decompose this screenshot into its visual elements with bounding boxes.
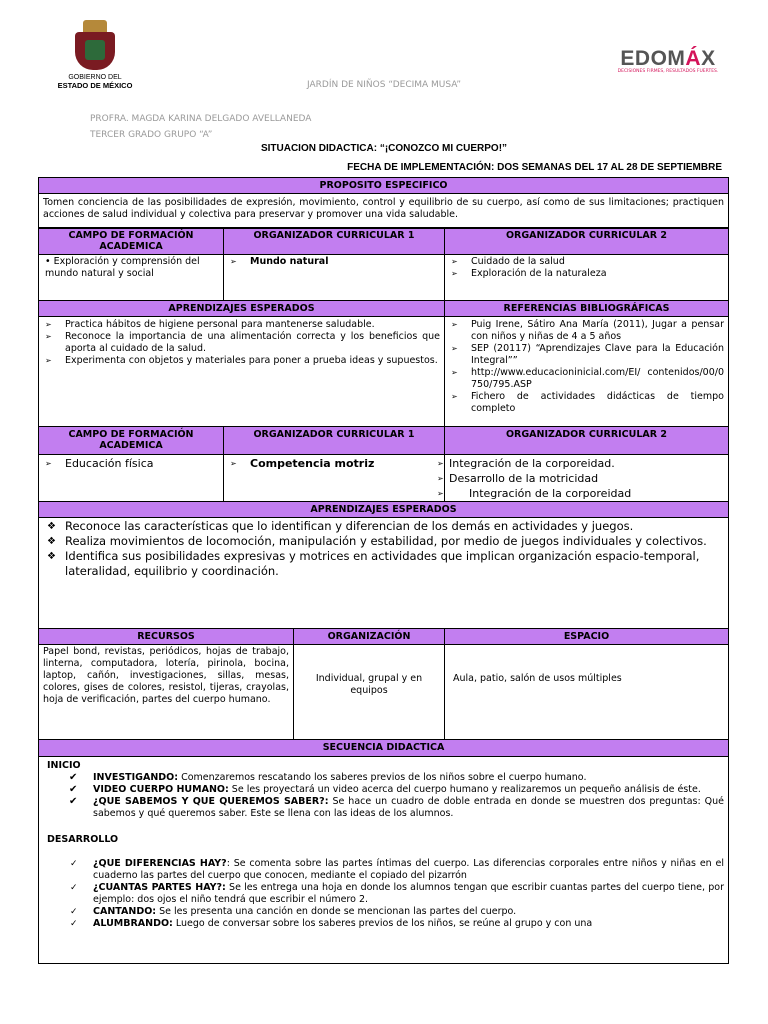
org1b-cell: ➢ Competencia motriz xyxy=(223,454,445,502)
list-item: ✓ ALUMBRANDO: Luego de conversar sobre los saberes previos de los niños, se reúne al grupo y con una xyxy=(43,918,724,930)
campo2-header: CAMPO DE FORMACIÓN ACADEMICA xyxy=(38,426,224,455)
bullet-icon: • xyxy=(45,256,54,267)
list-item: ✔ ¿QUE SABEMOS Y QUE QUEREMOS SABER?: Se hace un cuadro de doble entrada en donde se muestren dos preguntas: Qué sabemos y qué queremos saber. Este se llena con las ideas de los alumnos. xyxy=(43,796,724,820)
org2b-cell xyxy=(444,454,729,502)
list-item: ➢ Practica hábitos de higiene personal para mantenerse saludable. xyxy=(43,319,440,331)
list-item: ➢ Experimenta con objetos y materiales para poner a prueba ideas y supuestos. xyxy=(43,355,440,367)
list-item: ✔ VIDEO CUERPO HUMANO: Se les proyectará un video acerca del cuerpo humano y realizaremos un pequeño análisis de éste. xyxy=(43,784,724,796)
list-item: ➢ Integración de la corporeidad. xyxy=(435,456,724,471)
edomex-logo: EDOMÁX DECISIONES FIRMES, RESULTADOS FUERTES. xyxy=(617,47,719,74)
list-item: ➢ Fichero de actividades didácticas de tiempo completo xyxy=(449,391,724,415)
list-item: ❖ Reconoce las características que lo identifican y diferencian de los demás en actividades y juegos. xyxy=(43,519,724,534)
org2-cell xyxy=(444,254,729,301)
referencias-cell xyxy=(444,316,729,427)
campo-cell: • Exploración y comprensión del mundo natural y social xyxy=(38,254,224,301)
aprendizajes-cell xyxy=(38,316,445,427)
proposito-header: PROPOSITO ESPECIFICO xyxy=(38,177,729,194)
inicio-heading: INICIO xyxy=(47,760,81,771)
aprendizajes2-cell xyxy=(38,517,729,629)
list-item: ➢ Desarrollo de la motricidad xyxy=(435,471,724,486)
org2-header: ORGANIZADOR CURRICULAR 2 xyxy=(444,228,729,255)
aprendizajes2-header: APRENDIZAJES ESPERADOS xyxy=(38,501,729,518)
list-item: ✓ CANTANDO: Se les presenta una canción en donde se mencionan las partes del cuerpo. xyxy=(43,906,724,918)
list-item: ➢ http://www.educacioninicial.com/EI/ contenidos/00/0750/795.ASP xyxy=(449,367,724,391)
teacher-info: PROFRA. MAGDA KARINA DELGADO AVELLANEDA TERCER GRADO GRUPO “A” xyxy=(90,114,312,140)
list-item: ❖ Realiza movimientos de locomoción, manipulación y estabilidad, por medio de juegos individuales y colectivos. xyxy=(43,534,724,549)
org1b-header: ORGANIZADOR CURRICULAR 1 xyxy=(223,426,445,455)
implementation-dates: FECHA DE IMPLEMENTACIÓN: DOS SEMANAS DEL 17 AL 28 DE SEPTIEMBRE xyxy=(347,162,722,173)
list-item: ➢ Integración de la corporeidad xyxy=(435,486,724,501)
secuencia-header: SECUENCIA DIDACTICA xyxy=(38,739,729,757)
list-item: ➢ Puig Irene, Sátiro Ana María (2011), Jugar a pensar con niños y niñas de 4 a 5 años xyxy=(449,319,724,343)
list-item: ✓ ¿QUE DIFERENCIAS HAY?: Se comenta sobre las partes íntimas del cuerpo. Las diferencias corporales entre niños y niñas en el cuaderno las partes del cuerpo que conocen, mediante el copiado del pizarrón xyxy=(43,858,724,882)
campo2-cell: ➢ Educación física xyxy=(38,454,224,502)
secuencia-cell xyxy=(38,756,729,964)
recursos-header: RECURSOS xyxy=(38,628,294,645)
coat-of-arms-icon xyxy=(71,20,119,72)
gobierno-caption: GOBIERNO DEL ESTADO DE MÉXICO xyxy=(57,74,133,90)
espacio-cell: Aula, patio, salón de usos múltiples xyxy=(444,644,729,740)
referencias-header: REFERENCIAS BIBLIOGRÁFICAS xyxy=(444,300,729,317)
campo-header: CAMPO DE FORMACIÓN ACADEMICA xyxy=(38,228,224,255)
situation-title: SITUACION DIDACTICA: “¡CONOZCO MI CUERPO!” xyxy=(260,143,508,154)
org1-cell: ➢ Mundo natural xyxy=(223,254,445,301)
list-item: ✓ ¿CUANTAS PARTES HAY?: Se les entrega una hoja en donde los alumnos tengan que escribir cuantas partes del cuerpo tiene, por ejemplo: dos ojos el niño tendrá que escribir el número 2. xyxy=(43,882,724,906)
proposito-text: Tomen conciencia de las posibilidades de expresión, movimiento, control y equilibrio de su cuerpo, así como de sus limitaciones; practiquen acciones de salud individual y colectiva para preservar y promover una vida saludable. xyxy=(38,193,729,228)
list-item: ➢ SEP (20117) “Aprendizajes Clave para la Educación Integral”” xyxy=(449,343,724,367)
espacio-header: ESPACIO xyxy=(444,628,729,645)
list-item: ✔ INVESTIGANDO: Comenzaremos rescatando los saberes previos de los niños sobre el cuerpo humano. xyxy=(43,772,724,784)
organizacion-header: ORGANIZACIÓN xyxy=(293,628,445,645)
list-item: ➢ Reconoce la importancia de una alimentación correcta y los beneficios que aporta al cuidado de la salud. xyxy=(43,331,440,355)
aprendizajes-header: APRENDIZAJES ESPERADOS xyxy=(38,300,445,317)
list-item: ➢ Exploración de la naturaleza xyxy=(449,268,724,280)
list-item: ➢ Cuidado de la salud xyxy=(449,256,724,268)
list-item: ❖ Identifica sus posibilidades expresivas y motrices en actividades que implican organización espacio-temporal, lateralidad, equilibrio y coordinación. xyxy=(43,549,724,579)
org1-header: ORGANIZADOR CURRICULAR 1 xyxy=(223,228,445,255)
org2b-header: ORGANIZADOR CURRICULAR 2 xyxy=(444,426,729,455)
recursos-cell: Papel bond, revistas, periódicos, hojas de trabajo, linterna, computadora, lotería, pirinola, bocina, laptop, cañón, investigaciones, sillas, mesas, colores, gises de colores, resistol, tijeras, crayolas, hoja de verificación, partes del cuerpo humano. xyxy=(38,644,294,740)
school-name: JARDÍN DE NIÑOS “DECIMA MUSA” xyxy=(306,80,461,90)
organizacion-cell: Individual, grupal y en equipos xyxy=(293,644,445,740)
desarrollo-heading: DESARROLLO xyxy=(47,834,119,845)
